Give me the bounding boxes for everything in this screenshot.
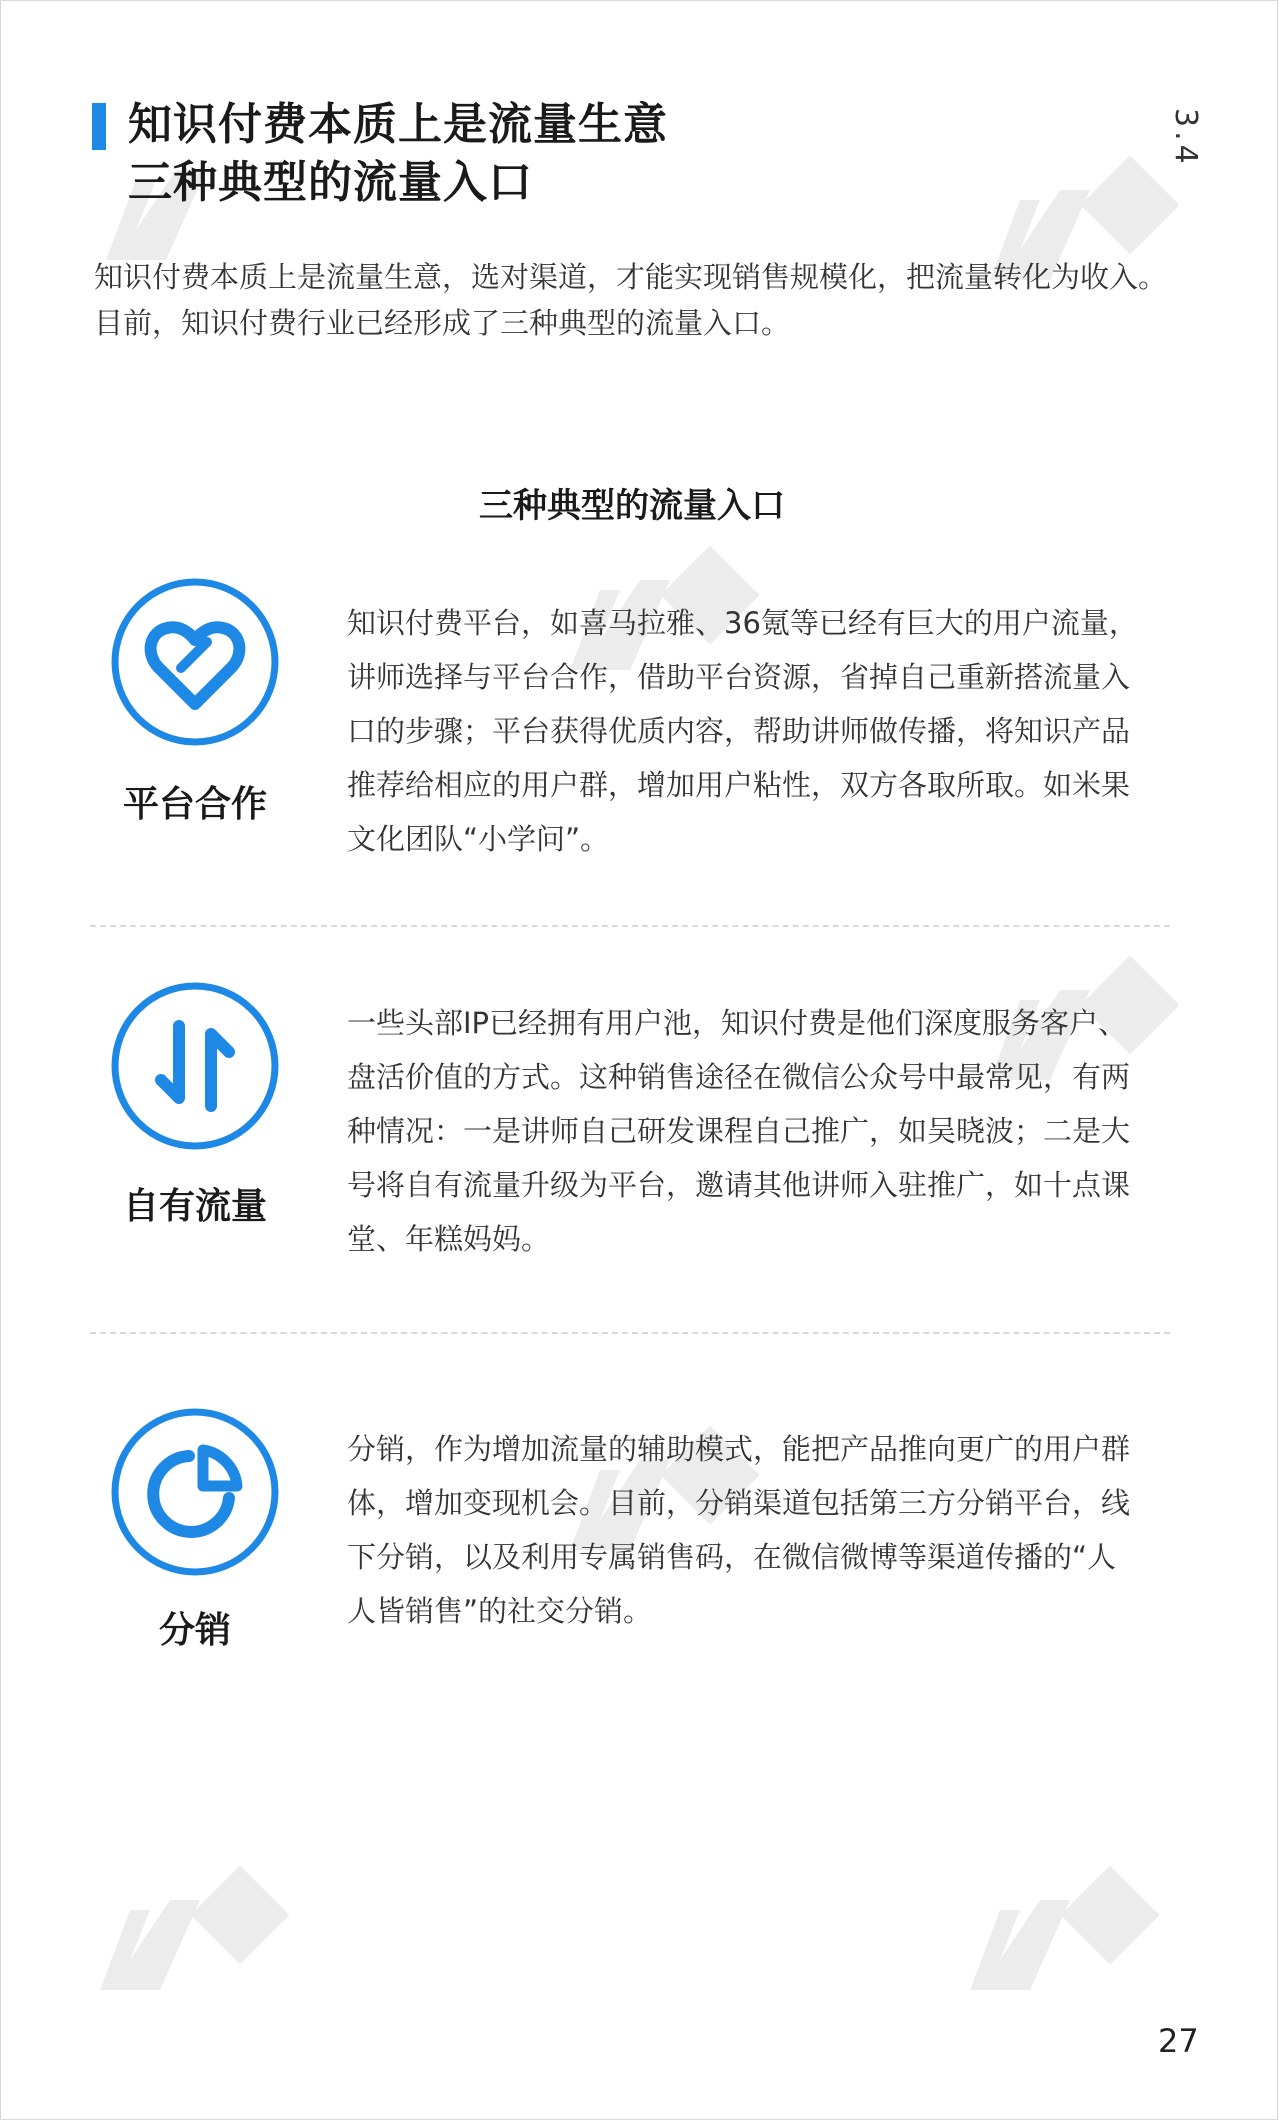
section-number: 3.4 <box>1168 108 1203 168</box>
entry-description <box>347 596 1177 866</box>
entry-label: 平台合作 <box>122 784 267 825</box>
section-subtitle: 三种典型的流量入口 <box>479 486 785 526</box>
page-title-line2: 三种典型的流量入口 <box>128 157 533 208</box>
pie-chart-icon <box>109 1406 281 1578</box>
dashed-divider <box>90 925 1170 927</box>
entry-text-line: 盘活价值的方式。这种销售途径在微信公众号中最常见，有两 <box>347 1060 1131 1094</box>
dashed-divider <box>90 1332 1170 1334</box>
transfer-arrows-icon <box>109 980 281 1152</box>
entry-text-line: 推荐给相应的用户群，增加用户粘性，双方各取所取。如米果 <box>347 768 1131 802</box>
entry-label: 分销 <box>158 1610 231 1651</box>
entry-text-line: 讲师选择与平台合作，借助平台资源，省掉自己重新搭流量入 <box>347 660 1131 694</box>
intro-line: 目前，知识付费行业已经形成了三种典型的流量入口。 <box>94 306 791 340</box>
heart-link-icon <box>109 576 281 748</box>
intro-line: 知识付费本质上是流量生意，选对渠道，才能实现销售规模化，把流量转化为收入。 <box>94 260 1168 294</box>
entry-text-line: 口的步骤；平台获得优质内容，帮助讲师做传播，将知识产品 <box>347 714 1131 748</box>
entry-text-line: 下分销，以及利用专属销售码，在微信微博等渠道传播的“人 <box>347 1540 1117 1574</box>
entry-text-line: 号将自有流量升级为平台，邀请其他讲师入驻推广，如十点课 <box>347 1168 1131 1202</box>
entry-text-line: 一些头部IP已经拥有用户池，知识付费是他们深度服务客户、 <box>347 1006 1128 1040</box>
entry-description <box>347 1422 1177 1638</box>
title-accent-bar <box>92 103 106 150</box>
entry-description <box>347 996 1177 1266</box>
entry-text-line: 分销，作为增加流量的辅助模式，能把产品推向更广的用户群 <box>347 1432 1131 1466</box>
entry-text-line: 知识付费平台，如喜马拉雅、36氪等已经有巨大的用户流量， <box>347 606 1138 640</box>
page-number: 27 <box>1158 2022 1199 2060</box>
intro-paragraph <box>94 254 1204 346</box>
entry-text-line: 体，增加变现机会。目前，分销渠道包括第三方分销平台，线 <box>347 1486 1131 1520</box>
entry-text-line: 文化团队“小学问”。 <box>347 822 610 856</box>
page-title <box>128 96 668 212</box>
entry-text-line: 人皆销售”的社交分销。 <box>347 1594 653 1628</box>
page-title-line1: 知识付费本质上是流量生意 <box>128 99 668 150</box>
entry-text-line: 种情况：一是讲师自己研发课程自己推广，如吴晓波；二是大 <box>347 1114 1131 1148</box>
entry-text-line: 堂、年糕妈妈。 <box>347 1222 551 1256</box>
entry-label: 自有流量 <box>122 1186 267 1227</box>
